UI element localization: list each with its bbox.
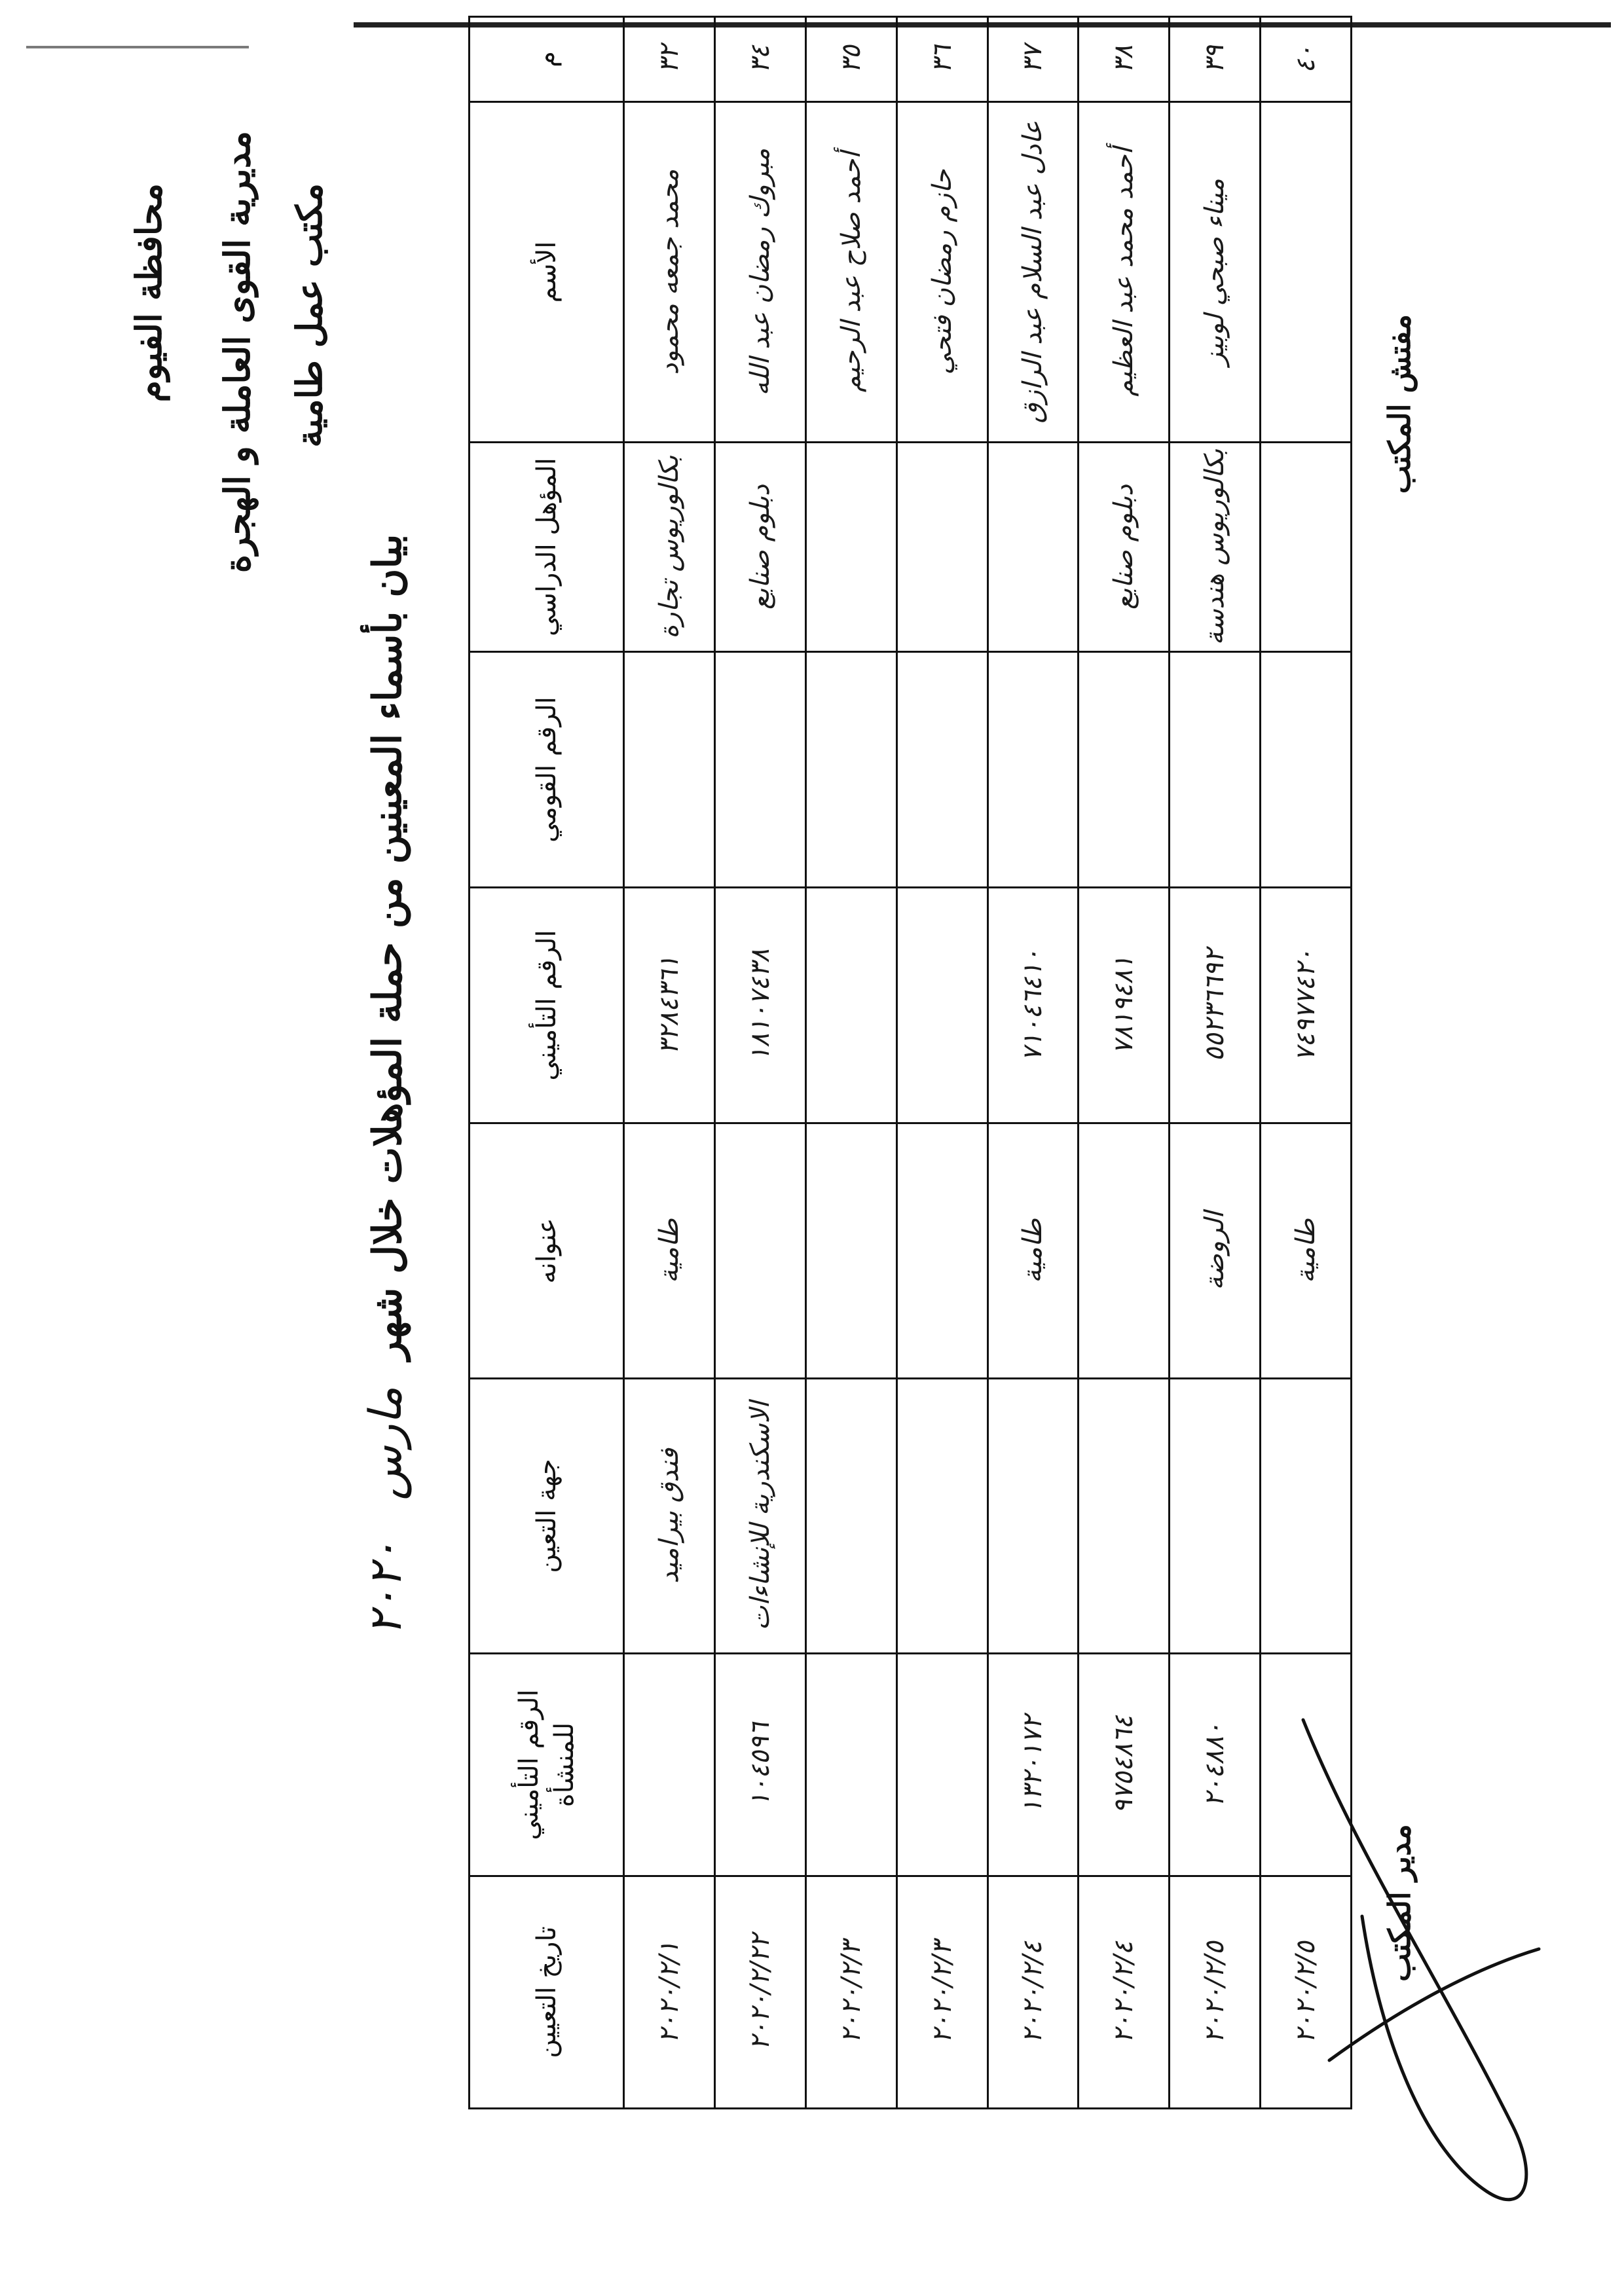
col-header-hire-date: تاريخ التعيين — [470, 1876, 624, 2109]
manager-signature-mark — [1277, 1667, 1552, 2257]
cell-name: مبروك رمضان عبد الله — [714, 102, 805, 443]
cell-employer: الاسكندرية للإنشاءات — [714, 1379, 805, 1654]
cell-name: أحمد محمد عبد العظيم — [1079, 102, 1170, 443]
cell-national-id — [714, 652, 805, 888]
cell-insurance-no — [805, 888, 896, 1123]
cell-address — [896, 1123, 987, 1379]
cell-employer — [1261, 1379, 1352, 1654]
cell-hire-date: ٢٠٢٠/٢/٥ — [1170, 1876, 1261, 2109]
cell-qualification — [896, 443, 987, 652]
cell-qualification — [987, 443, 1079, 652]
cell-employer — [987, 1379, 1079, 1654]
cell-name: ميناء صبحي لوبيز — [1170, 102, 1261, 443]
cell-address: طامية — [1261, 1123, 1352, 1379]
cell-num: ٣٨ — [1079, 17, 1170, 102]
cell-national-id — [1261, 652, 1352, 888]
cell-num: ٣٦ — [896, 17, 987, 102]
cell-qualification: دبلوم صنايع — [714, 443, 805, 652]
cell-address: الروضة — [1170, 1123, 1261, 1379]
cell-address — [714, 1123, 805, 1379]
manager-signature-label: مدير المكتب — [1382, 1824, 1417, 1982]
col-header-address: عنوانه — [470, 1123, 624, 1379]
col-header-employer: جهة التعين — [470, 1379, 624, 1654]
document-title — [360, 306, 412, 1877]
cell-hire-date: ٢٠٢٠/٢/١ — [624, 1876, 715, 2109]
col-header-num: م — [470, 17, 624, 102]
col-header-insurance-no: الرقم التأميني — [470, 888, 624, 1123]
cell-address — [1079, 1123, 1170, 1379]
cell-insurance-no — [896, 888, 987, 1123]
cell-employer — [896, 1379, 987, 1654]
cell-num: ٣٧ — [987, 17, 1079, 102]
cell-national-id — [805, 652, 896, 888]
cell-employer — [1170, 1379, 1261, 1654]
cell-employer — [805, 1379, 896, 1654]
title-year: ٢٠٢٠ — [360, 1540, 412, 1636]
cell-qualification: بكالوريوس تجارة — [624, 443, 715, 652]
cell-employer: فندق بيراميد — [624, 1379, 715, 1654]
cell-hire-date: ٢٠٢٠/٢/٢٢ — [714, 1876, 805, 2109]
cell-national-id — [987, 652, 1079, 888]
office-name: مكتب عمل طامية — [288, 183, 330, 448]
table-row — [896, 17, 987, 2109]
cell-qualification: دبلوم صنايع — [1079, 443, 1170, 652]
col-header-national-id: الرقم القومي — [470, 652, 624, 888]
table-row — [714, 17, 805, 2109]
appointees-table — [468, 16, 1352, 2109]
cell-address — [805, 1123, 896, 1379]
table-row — [805, 17, 896, 2109]
cell-insurance-no: ٥٥٢٣٦٦٩٢ — [1170, 888, 1261, 1123]
cell-national-id — [1170, 652, 1261, 888]
cell-national-id — [1079, 652, 1170, 888]
cell-insurance-no: ٧١٠٤٦٤١٠ — [987, 888, 1079, 1123]
cell-insurance-no: ٣٢٨٤٣٦١ — [624, 888, 715, 1123]
cell-name: حازم رمضان فتحي — [896, 102, 987, 443]
table-row — [987, 17, 1079, 2109]
table-header-row — [470, 17, 624, 2109]
cell-name: محمد جمعه محمود — [624, 102, 715, 443]
title-text: بيان بأسماء المعينين من حملة المؤهلات خلال شهر — [365, 534, 411, 1360]
cell-name: عادل عبد السلام عبد الرازق — [987, 102, 1079, 443]
directorate-name: مديرية القوى العاملة و الهجرة — [216, 131, 258, 574]
cell-employer — [1079, 1379, 1170, 1654]
cell-employer-insurance-no: ١٣٢٠١٧٢ — [987, 1654, 1079, 1876]
cell-num: ٣٤ — [714, 17, 805, 102]
cell-national-id — [624, 652, 715, 888]
cell-address: طامية — [987, 1123, 1079, 1379]
cell-name — [1261, 102, 1352, 443]
cell-employer-insurance-no — [896, 1654, 987, 1876]
cell-employer-insurance-no: ١٠٤٥٩٦ — [714, 1654, 805, 1876]
cell-employer-insurance-no — [624, 1654, 715, 1876]
cell-qualification — [1261, 443, 1352, 652]
cell-name: أحمد صلاح عبد الرحيم — [805, 102, 896, 443]
table-row — [1079, 17, 1170, 2109]
cell-num: ٣٩ — [1170, 17, 1261, 102]
cell-num: ٣٥ — [805, 17, 896, 102]
cell-insurance-no: ١٨١٠٧٤٣٨ — [714, 888, 805, 1123]
cell-employer-insurance-no — [805, 1654, 896, 1876]
col-header-qualification: المؤهل الدراسي — [470, 443, 624, 652]
cell-num: ٣٢ — [624, 17, 715, 102]
cell-employer-insurance-no: ٩٧٥٤٨٦٤ — [1079, 1654, 1170, 1876]
governorate-name: محافظة الفيوم — [128, 183, 170, 403]
cell-qualification: بكالوريوس هندسة — [1170, 443, 1261, 652]
cell-num: ٤٠ — [1261, 17, 1352, 102]
cell-employer-insurance-no: ٢٠٤٨٨٠ — [1170, 1654, 1261, 1876]
table-row — [1170, 17, 1261, 2109]
col-header-name: الأسم — [470, 102, 624, 443]
table-row — [624, 17, 715, 2109]
cell-insurance-no: ٧٨١٩٤٨١ — [1079, 888, 1170, 1123]
cell-national-id — [896, 652, 987, 888]
cell-hire-date: ٢٠٢٠/٢/٣ — [896, 1876, 987, 2109]
cell-hire-date: ٢٠٢٠/٢/٥ — [1261, 1876, 1352, 2109]
cell-hire-date: ٢٠٢٠/٢/٤ — [1079, 1876, 1170, 2109]
col-header-employer-insurance-no: الرقم التأميني للمنشأة — [470, 1654, 624, 1876]
title-month: مارس — [360, 1387, 412, 1501]
cell-hire-date: ٢٠٢٠/٢/٣ — [805, 1876, 896, 2109]
cell-insurance-no: ٧٤٩٧٧٤٢٠ — [1261, 888, 1352, 1123]
inspector-signature-label: مفتش المكتب — [1382, 314, 1417, 494]
cell-qualification — [805, 443, 896, 652]
cell-hire-date: ٢٠٢٠/٢/٤ — [987, 1876, 1079, 2109]
cell-address: طامية — [624, 1123, 715, 1379]
